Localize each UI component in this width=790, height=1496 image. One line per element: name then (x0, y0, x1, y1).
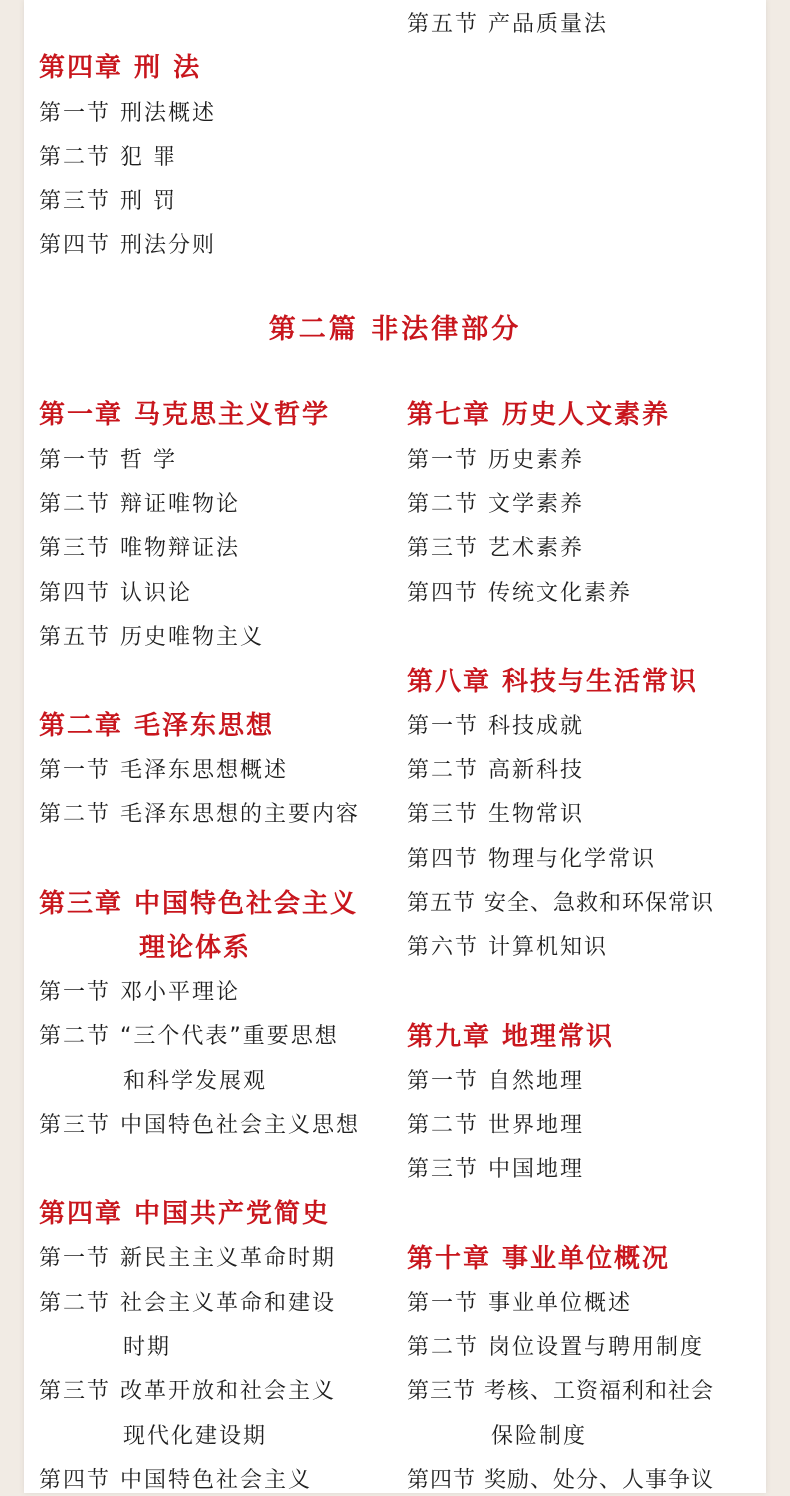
toc-section: 第二节 毛泽东思想的主要内容 (39, 802, 360, 827)
toc-section: 第四节 刑法分则 (39, 233, 216, 258)
toc-section: 第五节 产品质量法 (407, 12, 608, 37)
toc-section: 第二节 辩证唯物论 (39, 492, 240, 517)
toc-section: 第二节 文学素养 (407, 492, 584, 517)
toc-section: 第五节 历史唯物主义 (39, 625, 264, 650)
chapter-heading: 第八章 科技与生活常识 (407, 667, 699, 697)
chapter-heading: 第三章 中国特色社会主义 (39, 889, 359, 919)
toc-section: 第四节 认识论 (39, 581, 192, 606)
chapter-heading: 第十章 事业单位概况 (407, 1244, 671, 1274)
chapter-heading: 第九章 地理常识 (407, 1022, 615, 1052)
toc-section: 第三节 唯物辩证法 (39, 536, 240, 561)
toc-section: 第一节 邓小平理论 (39, 980, 240, 1005)
toc-section-cont: 保险制度 (491, 1424, 588, 1449)
chapter-heading: 第七章 历史人文素养 (407, 400, 671, 430)
toc-section: 第一节 新民主主义革命时期 (39, 1246, 336, 1271)
toc-section: 第二节 社会主义革命和建设 (39, 1291, 336, 1316)
chapter-heading: 第四章 刑 法 (39, 53, 202, 83)
toc-section: 第二节 高新科技 (407, 758, 584, 783)
toc-section: 第二节 “三个代表”重要思想 (39, 1024, 339, 1049)
toc-section: 第三节 刑 罚 (39, 189, 177, 214)
toc-section: 第二节 岗位设置与聘用制度 (407, 1335, 704, 1360)
toc-section: 第四节 中国特色社会主义 (39, 1468, 312, 1493)
chapter-heading: 第一章 马克思主义哲学 (39, 400, 331, 430)
toc-section-cont: 现代化建设期 (123, 1424, 268, 1449)
toc-section: 第一节 科技成就 (407, 714, 584, 739)
toc-section: 第四节 物理与化学常识 (407, 847, 656, 872)
toc-section: 第三节 中国特色社会主义思想 (39, 1113, 360, 1138)
toc-section-cont: 和科学发展观 (123, 1069, 268, 1094)
toc-section: 第三节 中国地理 (407, 1157, 584, 1182)
toc-section: 第二节 犯 罪 (39, 145, 177, 170)
toc-section: 第一节 事业单位概述 (407, 1291, 632, 1316)
part-heading: 第二篇 非法律部分 (268, 314, 522, 345)
toc-section: 第六节 计算机知识 (407, 935, 608, 960)
toc-section: 第二节 世界地理 (407, 1113, 584, 1138)
toc-section: 第五节 安全、急救和环保常识 (407, 891, 714, 916)
toc-section: 第三节 生物常识 (407, 802, 584, 827)
toc-section: 第一节 自然地理 (407, 1069, 584, 1094)
chapter-heading: 第四章 中国共产党简史 (39, 1199, 331, 1229)
toc-section: 第三节 改革开放和社会主义 (39, 1379, 336, 1404)
toc-section: 第四节 奖励、处分、人事争议 (407, 1468, 714, 1493)
chapter-heading: 第二章 毛泽东思想 (39, 711, 275, 741)
toc-section-cont: 时期 (123, 1335, 172, 1360)
toc-section: 第三节 考核、工资福利和社会 (407, 1379, 714, 1404)
toc-section: 第一节 历史素养 (407, 448, 584, 473)
toc-section: 第一节 刑法概述 (39, 101, 216, 126)
toc-section: 第一节 哲 学 (39, 448, 177, 473)
toc-section: 第三节 艺术素养 (407, 536, 584, 561)
toc-section: 第一节 毛泽东思想概述 (39, 758, 288, 783)
chapter-heading-cont: 理论体系 (139, 933, 252, 963)
toc-section: 第四节 传统文化素养 (407, 581, 632, 606)
